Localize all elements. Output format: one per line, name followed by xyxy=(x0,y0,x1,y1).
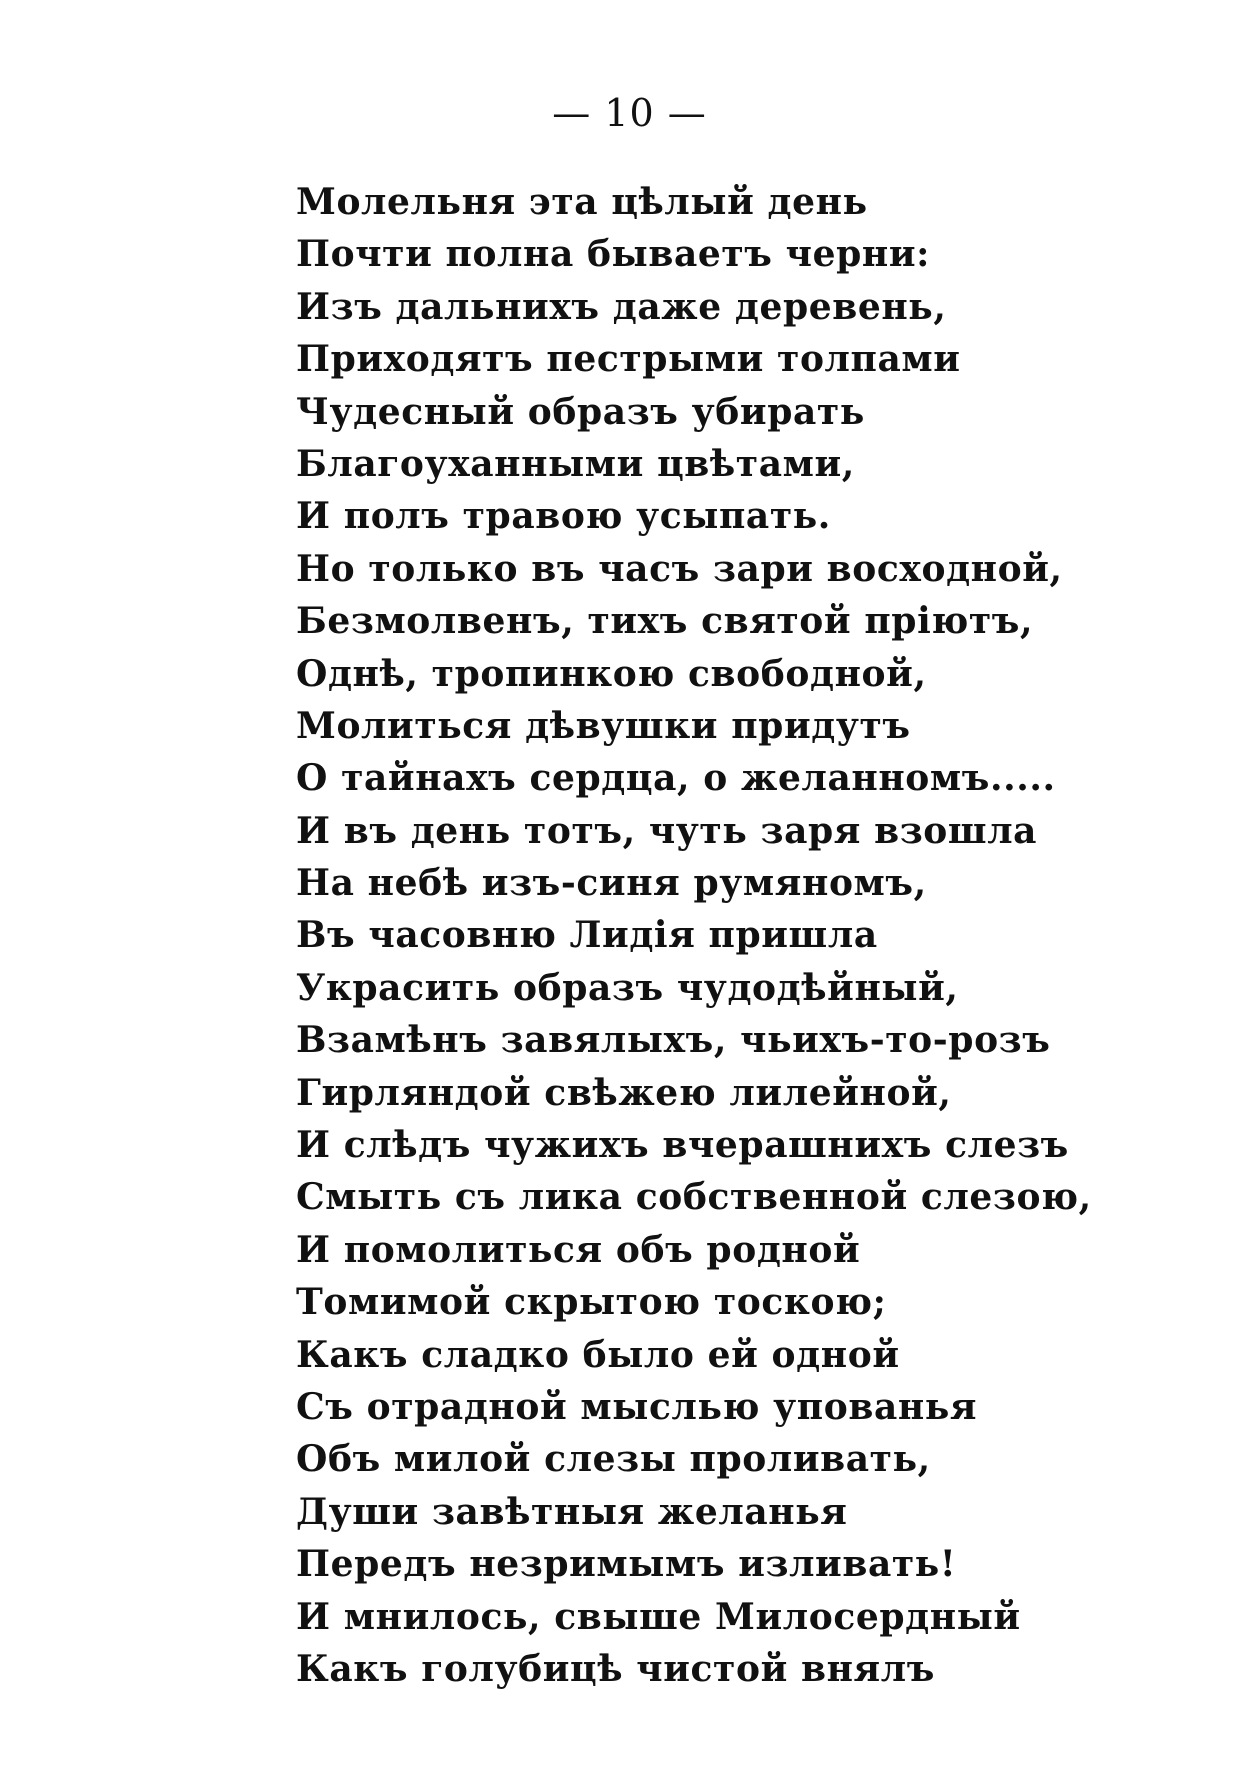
poem-line: Съ отрадной мыслью упованья xyxy=(296,1385,978,1428)
poem-line: Гирляндой свѣжею лилейной, xyxy=(296,1071,952,1114)
poem-line: Въ часовню Лидія пришла xyxy=(296,914,878,957)
poem-line: Но только въ часъ зари восходной, xyxy=(296,547,1063,590)
page-number: — 10 — xyxy=(552,91,707,135)
poem-line: Объ милой слезы проливать, xyxy=(296,1438,931,1481)
poem-line: Почти полна бываетъ черни: xyxy=(296,233,931,276)
poem-line: Чудесный образъ убирать xyxy=(296,390,865,433)
poem-line: Какъ голубицѣ чистой внялъ xyxy=(296,1647,935,1690)
poem-line: Безмолвенъ, тихъ святой пріютъ, xyxy=(296,600,1034,643)
poem-line: Души завѣтныя желанья xyxy=(296,1490,848,1533)
poem-line: Томимой скрытою тоскою; xyxy=(296,1281,887,1324)
poem-line: Передъ незримымъ изливать! xyxy=(296,1543,957,1586)
poem-line: Молельня эта цѣлый день xyxy=(296,181,868,223)
poem-line: И мнилось, свыше Милосердный xyxy=(296,1595,1021,1638)
poem-line: Молиться дѣвушки придутъ xyxy=(296,704,911,747)
poem-line: И въ день тотъ, чуть заря взошла xyxy=(296,809,1038,852)
poem-line: Изъ дальнихъ даже деревень, xyxy=(296,285,947,328)
poem-line: На небѣ изъ-синя румяномъ, xyxy=(296,862,927,905)
poem-line: Однѣ, тропинкою свободной, xyxy=(296,652,927,695)
poem-line: Украсить образъ чудодѣйный, xyxy=(296,966,959,1009)
poem-line: Взамѣнъ завялыхъ, чьихъ-то-розъ xyxy=(296,1019,1051,1062)
poem-line: Благоуханными цвѣтами, xyxy=(296,442,855,485)
poem-line: О тайнахъ сердца, о желанномъ..... xyxy=(296,757,1056,800)
poem-line: И полъ травою усыпать. xyxy=(296,495,831,538)
poem-line: Смыть съ лика собственной слезою, xyxy=(296,1176,1092,1219)
poem-line: Приходятъ пестрыми толпами xyxy=(296,338,961,381)
poem-line: Какъ сладко было ей одной xyxy=(296,1333,900,1376)
poem-line: И помолиться объ родной xyxy=(296,1228,861,1271)
poem-line: И слѣдъ чужихъ вчерашнихъ слезъ xyxy=(296,1124,1069,1167)
poem-text xyxy=(296,176,1196,1695)
